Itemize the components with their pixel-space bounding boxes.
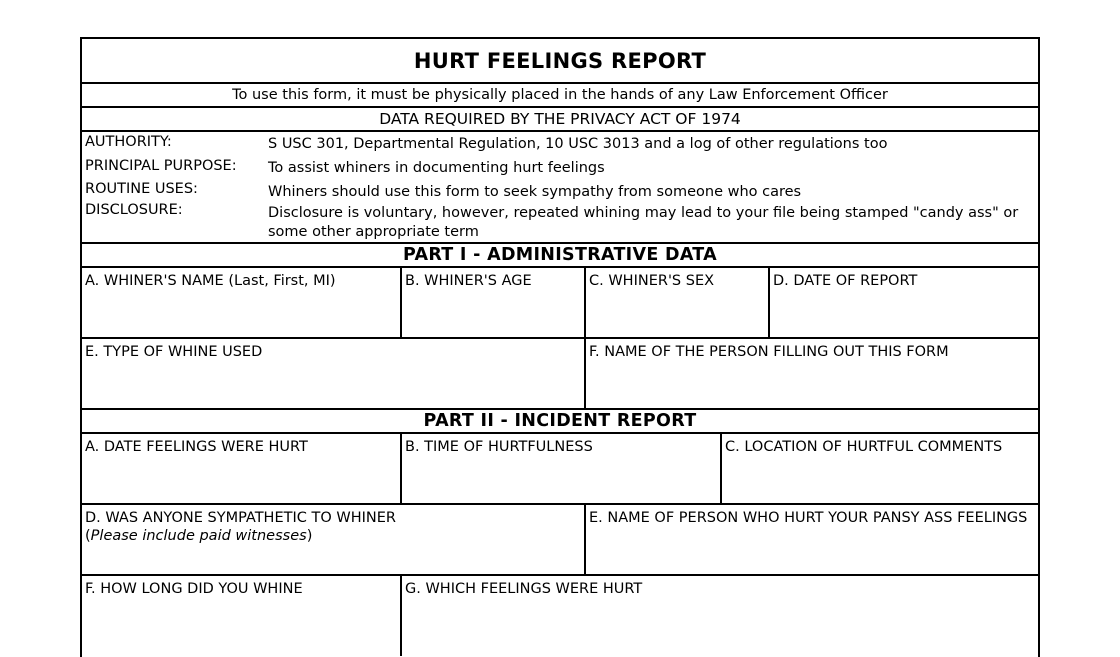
hurt-feelings-form	[80, 37, 1040, 657]
whiner-age-label: B. WHINER'S AGE	[405, 273, 532, 289]
time-of-hurtfulness-label: B. TIME OF HURTFULNESS	[405, 439, 593, 455]
authority-label: AUTHORITY:	[85, 134, 172, 150]
location-of-comments-field[interactable]	[722, 434, 1042, 503]
date-feelings-hurt-label: A. DATE FEELINGS WERE HURT	[85, 439, 308, 455]
whiner-sex-label: C. WHINER'S SEX	[589, 273, 715, 289]
part-1-row-1	[82, 268, 1038, 339]
whine-duration-field[interactable]	[82, 576, 402, 656]
part-2-heading: PART II - INCIDENT REPORT	[82, 410, 1038, 434]
disclosure-value: Disclosure is voluntary, however, repeated whining may lead to your file being stamped "candy ass" or some other appropriate term	[268, 205, 1019, 240]
whiner-name-field[interactable]	[82, 268, 402, 337]
time-of-hurtfulness-field[interactable]	[402, 434, 722, 503]
date-feelings-hurt-field[interactable]	[82, 434, 402, 503]
routine-uses-value: Whiners should use this form to seek sympathy from someone who cares	[268, 184, 802, 200]
sympathetic-witness-field[interactable]	[82, 505, 586, 574]
principal-purpose-label: PRINCIPAL PURPOSE:	[85, 158, 237, 174]
routine-uses-label: ROUTINE USES:	[85, 181, 198, 197]
feelings-hurt-label: G. WHICH FEELINGS WERE HURT	[405, 581, 643, 597]
form-instruction: To use this form, it must be physically placed in the hands of any Law Enforcement Officer	[82, 84, 1038, 108]
date-of-report-field[interactable]	[770, 268, 1042, 337]
form-filler-name-field[interactable]	[586, 339, 1042, 408]
whiner-name-label: A. WHINER'S NAME (Last, First, MI)	[85, 273, 336, 289]
type-of-whine-label: E. TYPE OF WHINE USED	[85, 344, 263, 360]
sympathetic-witness-label: D. WAS ANYONE SYMPATHETIC TO WHINER	[85, 510, 396, 526]
privacy-act-header: DATA REQUIRED BY THE PRIVACY ACT OF 1974	[82, 108, 1038, 132]
principal-purpose-value: To assist whiners in documenting hurt feelings	[268, 160, 605, 176]
part-2-row-1	[82, 434, 1038, 505]
disclosure-label: DISCLOSURE:	[85, 202, 183, 218]
part-1-heading: PART I - ADMINISTRATIVE DATA	[82, 244, 1038, 268]
privacy-act-section	[82, 132, 1038, 244]
hurter-name-field[interactable]	[586, 505, 1042, 574]
form-title: HURT FEELINGS REPORT	[82, 39, 1038, 84]
whiner-age-field[interactable]	[402, 268, 586, 337]
authority-value: S USC 301, Departmental Regulation, 10 USC 3013 and a log of other regulations too	[268, 136, 888, 152]
whiner-sex-field[interactable]	[586, 268, 770, 337]
part-2-row-3	[82, 576, 1038, 656]
hurter-name-label: E. NAME OF PERSON WHO HURT YOUR PANSY ASS FEELINGS	[589, 510, 1028, 526]
type-of-whine-field[interactable]	[82, 339, 586, 408]
location-of-comments-label: C. LOCATION OF HURTFUL COMMENTS	[725, 439, 1003, 455]
whine-duration-label: F. HOW LONG DID YOU WHINE	[85, 581, 303, 597]
feelings-hurt-field[interactable]	[402, 576, 1042, 656]
part-2-row-2	[82, 505, 1038, 576]
part-1-row-2	[82, 339, 1038, 410]
form-filler-name-label: F. NAME OF THE PERSON FILLING OUT THIS FORM	[589, 344, 949, 360]
date-of-report-label: D. DATE OF REPORT	[773, 273, 918, 289]
sympathetic-witness-note: (Please include paid witnesses)	[85, 528, 313, 544]
